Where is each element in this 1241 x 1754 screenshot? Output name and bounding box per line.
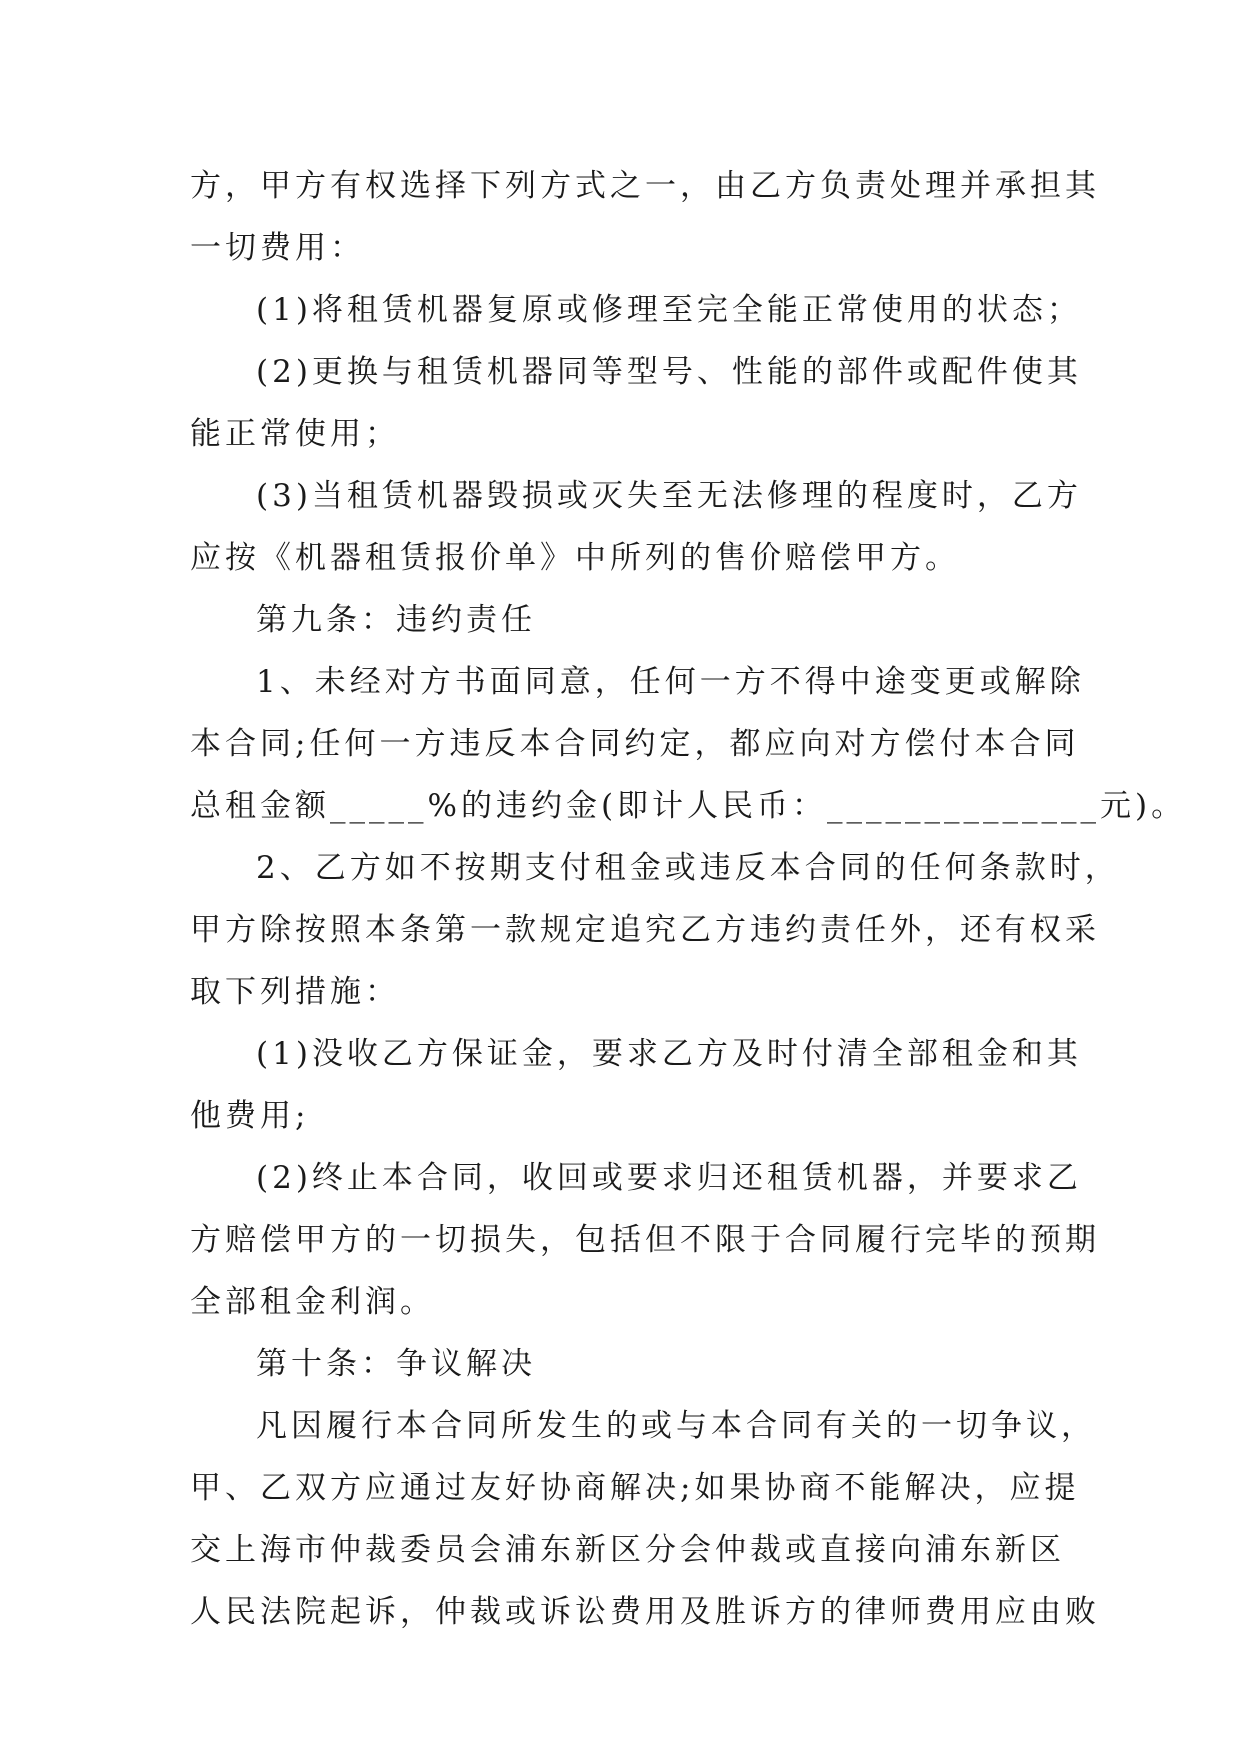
text-line: 交上海市仲裁委员会浦东新区分会仲裁或直接向浦东新区 bbox=[190, 1532, 1065, 1568]
document-body bbox=[190, 155, 1187, 1643]
text-line: 一切费用： bbox=[190, 230, 365, 266]
text-line: 本合同;任何一方违反本合同约定，都应向对方偿付本合同 bbox=[190, 726, 1080, 762]
section-heading: 第十条：争议解决 bbox=[256, 1346, 536, 1382]
section-heading: 第九条：违约责任 bbox=[256, 602, 536, 638]
text-line: 方，甲方有权选择下列方式之一，由乙方负责处理并承担其 bbox=[190, 168, 1100, 204]
text-line: 他费用; bbox=[190, 1098, 310, 1134]
text-line: (2)终止本合同，收回或要求归还租赁机器，并要求乙 bbox=[256, 1160, 1082, 1196]
text-line: (1)将租赁机器复原或修理至完全能正常使用的状态； bbox=[256, 292, 1082, 328]
text-line: 总租金额_____%的违约金(即计人民币：______________元)。 bbox=[190, 788, 1187, 824]
text-line: 方赔偿甲方的一切损失，包括但不限于合同履行完毕的预期 bbox=[190, 1222, 1100, 1258]
text-line: 甲方除按照本条第一款规定追究乙方违约责任外，还有权采 bbox=[190, 912, 1100, 948]
text-line: 能正常使用； bbox=[190, 416, 400, 452]
text-line: (2)更换与租赁机器同等型号、性能的部件或配件使其 bbox=[256, 354, 1082, 390]
text-line: 应按《机器租赁报价单》中所列的售价赔偿甲方。 bbox=[190, 540, 960, 576]
text-line: 人民法院起诉，仲裁或诉讼费用及胜诉方的律师费用应由败 bbox=[190, 1594, 1100, 1630]
text-line: 全部租金利润。 bbox=[190, 1284, 435, 1320]
text-line: 取下列措施： bbox=[190, 974, 400, 1010]
text-line: 1、未经对方书面同意，任何一方不得中途变更或解除 bbox=[256, 664, 1085, 700]
text-line: 2、乙方如不按期支付租金或违反本合同的任何条款时， bbox=[256, 850, 1120, 886]
text-line: (3)当租赁机器毁损或灭失至无法修理的程度时，乙方 bbox=[256, 478, 1082, 514]
text-line: (1)没收乙方保证金，要求乙方及时付清全部租金和其 bbox=[256, 1036, 1082, 1072]
text-line: 凡因履行本合同所发生的或与本合同有关的一切争议， bbox=[256, 1408, 1096, 1444]
text-line: 甲、乙双方应通过友好协商解决;如果协商不能解决，应提 bbox=[190, 1470, 1080, 1506]
